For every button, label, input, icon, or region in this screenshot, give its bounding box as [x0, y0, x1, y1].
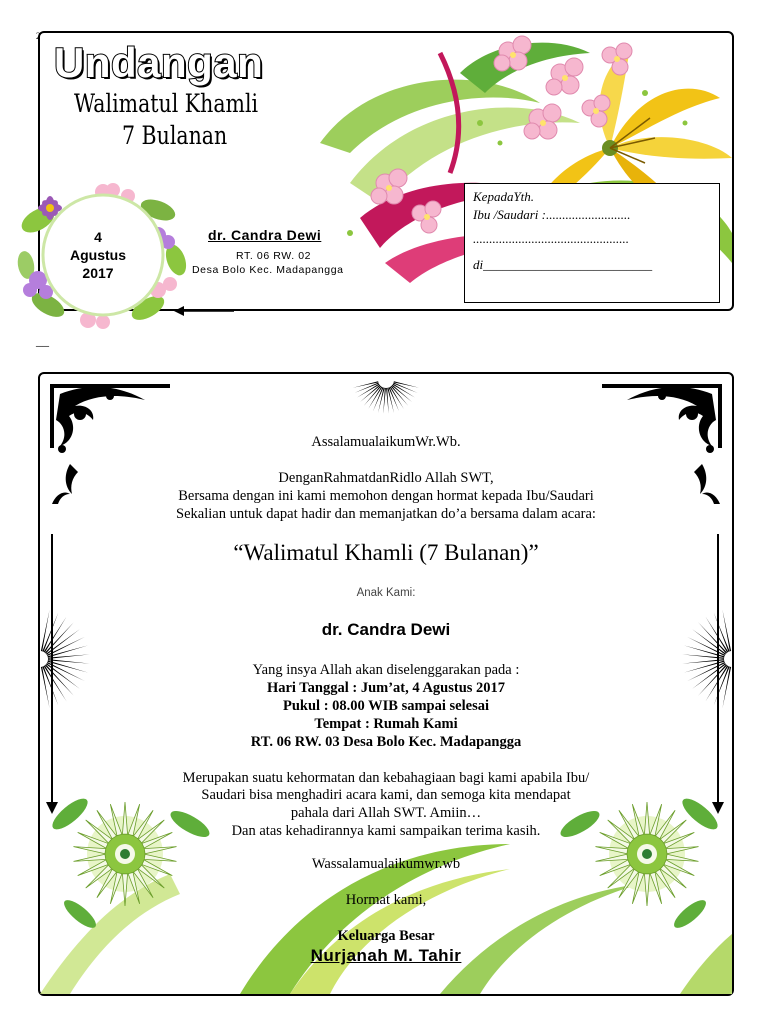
recipient-line2: Ibu /Saudari :.......................... — [473, 207, 631, 222]
regards: Hormat kami, — [345, 892, 427, 908]
closing-line4: Dan atas kehadirannya kami sampaikan terima kasih. — [231, 823, 541, 839]
host-name: dr. Candra Dewi — [208, 227, 322, 243]
child-name: dr. Candra Dewi — [321, 620, 451, 639]
event-time: Pukul : 08.00 WIB sampai selesai — [283, 698, 489, 714]
opening-line3: Sekalian untuk dapat hadir dan memanjatkan do’a bersama dalam acara: — [176, 506, 596, 522]
envelope-title: Undangan — [54, 39, 264, 86]
envelope-subtitle-line2: 7 Bulanan — [122, 121, 228, 150]
invitation-card — [38, 372, 734, 996]
recipient-line4: di__________________________ — [473, 257, 653, 272]
event-title: “Walimatul Khamli (7 Bulanan)” — [233, 540, 539, 565]
event-place: Tempat : Rumah Kami — [314, 716, 458, 732]
date-day: 4 — [94, 229, 102, 245]
host-address-line2: Desa Bolo Kec. Madapangga — [192, 264, 344, 276]
separator-dash: __ — [36, 333, 49, 348]
farewell: Wassalamualaikumwr.wb — [311, 856, 461, 872]
recipient-line1: KepadaYth. — [473, 189, 535, 204]
arrow-left-icon — [174, 305, 234, 317]
child-label: Anak Kami: — [356, 587, 416, 599]
envelope-subtitle-line1: Walimatul Khamli — [74, 89, 259, 118]
event-day-date: Hari Tanggal : Jum’at, 4 Agustus 2017 — [266, 680, 506, 696]
corner-mark: 2 — [36, 31, 41, 41]
closing-line3: pahala dari Allah SWT. Amiin… — [290, 805, 482, 821]
date-month: Agustus — [70, 247, 126, 263]
recipient-line3: ................................................ — [473, 231, 629, 246]
host-address-line1: RT. 06 RW. 02 — [236, 250, 312, 262]
held-intro: Yang insya Allah akan diselenggarakan pada : — [252, 662, 520, 678]
date-badge — [48, 228, 148, 282]
opening-line2: Bersama dengan ini kami memohon dengan hormat kepada Ibu/Saudari — [178, 488, 594, 504]
closing-line1: Merupakan suatu kehormatan dan kebahagiaan bagi kami apabila Ibu/ — [182, 770, 590, 786]
event-place-address: RT. 06 RW. 03 Desa Bolo Kec. Madapangga — [250, 734, 522, 750]
family-label: Keluarga Besar — [337, 928, 435, 944]
closing-line2: Saudari bisa menghadiri acara kami, dan semoga kita mendapat — [201, 787, 571, 803]
opening-line1: DenganRahmatdanRidlo Allah SWT, — [278, 470, 494, 486]
family-name: Nurjanah M. Tahir — [310, 946, 462, 965]
greeting: AssalamualaikumWr.Wb. — [311, 434, 461, 450]
recipient-box — [464, 183, 720, 303]
date-year: 2017 — [82, 265, 114, 281]
